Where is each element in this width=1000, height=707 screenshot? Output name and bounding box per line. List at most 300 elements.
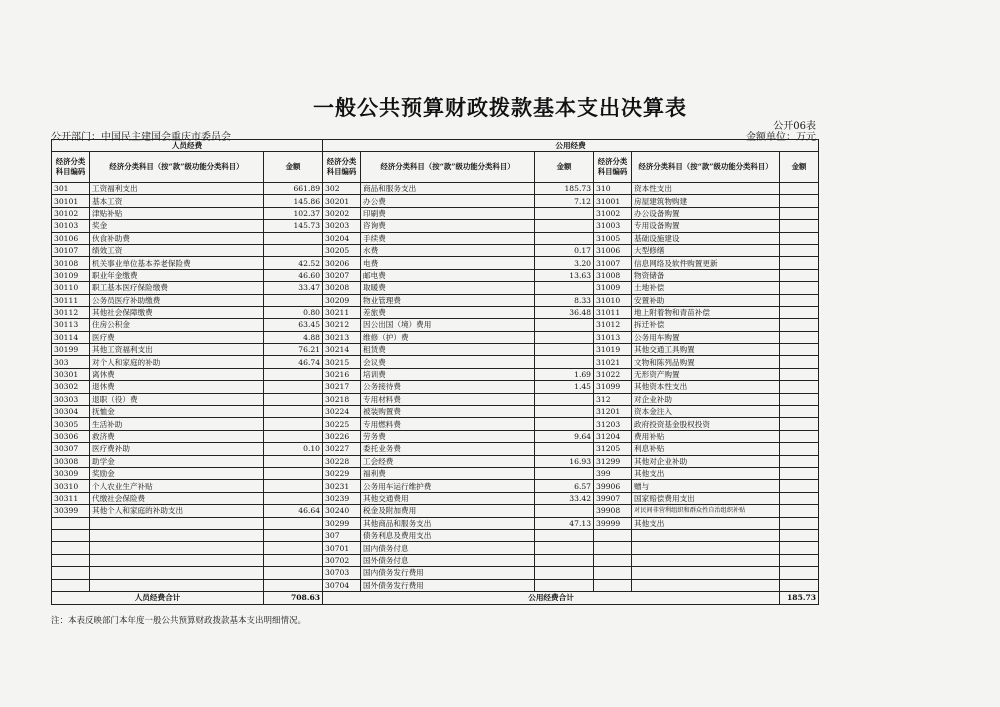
cell-amount	[780, 443, 819, 455]
cell-code: 39999	[594, 517, 632, 529]
cell-code: 30107	[52, 244, 90, 256]
cell-amount: 33.42	[535, 492, 594, 504]
cell-name: 生活补助	[90, 418, 264, 430]
cell-name: 地上附着物和青苗补偿	[632, 306, 780, 318]
table-row	[52, 492, 819, 504]
cell-code	[52, 542, 90, 554]
cell-code: 30101	[52, 195, 90, 207]
cell-name: 维修（护）费	[361, 331, 535, 343]
cell-amount	[264, 244, 323, 256]
cell-name	[90, 542, 264, 554]
cell-code: 30110	[52, 282, 90, 294]
cell-code: 30203	[323, 220, 361, 232]
cell-name: 其他交通费用	[361, 492, 535, 504]
cell-name: 抚恤金	[90, 406, 264, 418]
cell-amount	[780, 306, 819, 318]
cell-amount	[780, 529, 819, 541]
cell-amount: 16.93	[535, 455, 594, 467]
table-row	[52, 529, 819, 541]
cell-code: 310	[594, 183, 632, 195]
cell-name: 水费	[361, 244, 535, 256]
cell-amount	[780, 195, 819, 207]
table-row	[52, 480, 819, 492]
cell-name: 因公出国（境）费用	[361, 319, 535, 331]
cell-name	[90, 579, 264, 591]
cell-name: 退休费	[90, 381, 264, 393]
cell-name: 信息网络及软件购置更新	[632, 257, 780, 269]
cell-name: 专用燃料费	[361, 418, 535, 430]
cell-code	[52, 554, 90, 566]
cell-name: 印刷费	[361, 207, 535, 219]
cell-amount	[780, 393, 819, 405]
cell-name: 伙食补助费	[90, 232, 264, 244]
cell-name: 医疗费补助	[90, 443, 264, 455]
cell-amount: 102.37	[264, 207, 323, 219]
cell-code: 30217	[323, 381, 361, 393]
cell-code	[594, 554, 632, 566]
cell-name: 债务利息及费用支出	[361, 529, 535, 541]
cell-code: 30208	[323, 282, 361, 294]
table-row	[52, 467, 819, 479]
cell-name: 会议费	[361, 356, 535, 368]
table-row	[52, 554, 819, 566]
cell-name: 机关事业单位基本养老保险费	[90, 257, 264, 269]
cell-name: 公务员医疗补助缴费	[90, 294, 264, 306]
cell-amount	[264, 381, 323, 393]
cell-name: 其他社会保障缴费	[90, 306, 264, 318]
cell-amount	[780, 220, 819, 232]
cell-name: 国外债务发行费用	[361, 579, 535, 591]
cell-name: 助学金	[90, 455, 264, 467]
cell-name: 其他交通工具购置	[632, 344, 780, 356]
cell-name: 咨询费	[361, 220, 535, 232]
table-row	[52, 306, 819, 318]
cell-code: 30212	[323, 319, 361, 331]
table-row	[52, 356, 819, 368]
cell-code: 30227	[323, 443, 361, 455]
cell-code	[52, 517, 90, 529]
cell-code: 30304	[52, 406, 90, 418]
cell-amount: 145.86	[264, 195, 323, 207]
cell-amount: 6.57	[535, 480, 594, 492]
table-row	[52, 344, 819, 356]
cell-code: 31001	[594, 195, 632, 207]
cell-name: 职业年金缴费	[90, 269, 264, 281]
cell-name: 对企业补助	[632, 393, 780, 405]
cell-code: 302	[323, 183, 361, 195]
cell-name: 办公费	[361, 195, 535, 207]
cell-name: 公务用车购置	[632, 331, 780, 343]
cell-code: 30112	[52, 306, 90, 318]
cell-amount	[535, 529, 594, 541]
cell-code: 30199	[52, 344, 90, 356]
cell-name: 其他个人和家庭的补助支出	[90, 505, 264, 517]
cell-amount	[535, 418, 594, 430]
cell-amount	[780, 492, 819, 504]
cell-name: 无形资产购置	[632, 368, 780, 380]
cell-code: 39907	[594, 492, 632, 504]
cell-code: 30701	[323, 542, 361, 554]
cell-name	[90, 517, 264, 529]
cell-code: 30108	[52, 257, 90, 269]
cell-name: 利息补贴	[632, 443, 780, 455]
cell-code: 30229	[323, 467, 361, 479]
cell-amount	[535, 319, 594, 331]
cell-amount: 661.89	[264, 183, 323, 195]
cell-amount	[264, 554, 323, 566]
cell-code: 312	[594, 393, 632, 405]
cell-amount	[535, 567, 594, 579]
cell-amount: 76.21	[264, 344, 323, 356]
cell-code: 303	[52, 356, 90, 368]
cell-code: 30102	[52, 207, 90, 219]
cell-code	[594, 567, 632, 579]
cell-code	[594, 579, 632, 591]
cell-name: 工资福利支出	[90, 183, 264, 195]
cell-code: 30202	[323, 207, 361, 219]
cell-code: 30399	[52, 505, 90, 517]
cell-name: 工会经费	[361, 455, 535, 467]
cell-amount: 47.13	[535, 517, 594, 529]
cell-code: 30114	[52, 331, 90, 343]
cell-code: 31019	[594, 344, 632, 356]
cell-amount	[264, 418, 323, 430]
cell-code: 31299	[594, 455, 632, 467]
table-row	[52, 406, 819, 418]
cell-name: 津贴补贴	[90, 207, 264, 219]
group-header-public: 公用经费	[323, 140, 819, 152]
cell-amount	[535, 331, 594, 343]
cell-code: 30204	[323, 232, 361, 244]
cell-amount	[535, 393, 594, 405]
cell-name: 其他工资福利支出	[90, 344, 264, 356]
cell-amount	[264, 393, 323, 405]
cell-amount	[535, 220, 594, 232]
cell-amount	[780, 418, 819, 430]
cell-name	[632, 579, 780, 591]
cell-amount	[780, 480, 819, 492]
cell-code: 30224	[323, 406, 361, 418]
cell-name: 对个人和家庭的补助	[90, 356, 264, 368]
cell-amount	[264, 232, 323, 244]
cell-amount	[780, 257, 819, 269]
cell-amount: 145.73	[264, 220, 323, 232]
cell-code: 30214	[323, 344, 361, 356]
cell-code: 31205	[594, 443, 632, 455]
table-row	[52, 331, 819, 343]
cell-amount	[535, 232, 594, 244]
table-row	[52, 517, 819, 529]
table-row	[52, 368, 819, 380]
table-row	[52, 455, 819, 467]
cell-amount	[535, 207, 594, 219]
cell-amount: 0.80	[264, 306, 323, 318]
cell-code	[594, 542, 632, 554]
cell-code: 31021	[594, 356, 632, 368]
cell-name: 其他支出	[632, 517, 780, 529]
cell-name: 国内债务发行费用	[361, 567, 535, 579]
cell-name: 专用设备购置	[632, 220, 780, 232]
cell-amount	[535, 344, 594, 356]
table-row	[52, 220, 819, 232]
col-header-amount: 金额	[780, 152, 819, 183]
cell-amount	[264, 579, 323, 591]
cell-code: 31012	[594, 319, 632, 331]
cell-code: 30213	[323, 331, 361, 343]
cell-amount	[780, 567, 819, 579]
table-row	[52, 319, 819, 331]
table-row	[52, 195, 819, 207]
table-row	[52, 269, 819, 281]
personnel-total-label: 人员经费合计	[52, 591, 264, 604]
cell-code: 30310	[52, 480, 90, 492]
cell-amount	[264, 492, 323, 504]
cell-code: 30704	[323, 579, 361, 591]
cell-name: 资本性支出	[632, 183, 780, 195]
cell-name: 代缴社会保险费	[90, 492, 264, 504]
cell-code: 31003	[594, 220, 632, 232]
cell-amount	[264, 480, 323, 492]
cell-amount	[780, 183, 819, 195]
cell-name: 救济费	[90, 430, 264, 442]
table-row	[52, 232, 819, 244]
cell-amount	[264, 294, 323, 306]
cell-code: 30239	[323, 492, 361, 504]
cell-amount	[535, 443, 594, 455]
cell-amount	[780, 331, 819, 343]
cell-amount	[780, 244, 819, 256]
cell-amount: 46.74	[264, 356, 323, 368]
cell-amount: 0.17	[535, 244, 594, 256]
cell-code: 39906	[594, 480, 632, 492]
cell-code	[52, 579, 90, 591]
department-label: 公开部门：中国民主建国会重庆市委员会	[51, 132, 231, 143]
cell-code: 31006	[594, 244, 632, 256]
cell-code: 30106	[52, 232, 90, 244]
cell-amount	[535, 282, 594, 294]
cell-amount	[535, 579, 594, 591]
cell-name: 奖金	[90, 220, 264, 232]
cell-code: 399	[594, 467, 632, 479]
cell-code: 30303	[52, 393, 90, 405]
cell-code: 31005	[594, 232, 632, 244]
cell-code: 30302	[52, 381, 90, 393]
cell-amount	[780, 517, 819, 529]
cell-amount: 13.63	[535, 269, 594, 281]
cell-name: 医疗费	[90, 331, 264, 343]
cell-name: 大型修缮	[632, 244, 780, 256]
cell-code: 31010	[594, 294, 632, 306]
cell-amount: 42.52	[264, 257, 323, 269]
cell-name	[90, 567, 264, 579]
cell-amount	[780, 542, 819, 554]
cell-amount	[535, 542, 594, 554]
cell-name: 绩效工资	[90, 244, 264, 256]
cell-code: 31201	[594, 406, 632, 418]
cell-code: 30103	[52, 220, 90, 232]
cell-name: 商品和服务支出	[361, 183, 535, 195]
cell-amount: 185.73	[535, 183, 594, 195]
cell-name: 住房公积金	[90, 319, 264, 331]
cell-name: 国家赔偿费用支出	[632, 492, 780, 504]
cell-code: 31009	[594, 282, 632, 294]
cell-amount	[780, 455, 819, 467]
cell-code: 30215	[323, 356, 361, 368]
table-row	[52, 282, 819, 294]
col-header-name: 经济分类科目（按“款”级功能分类科目）	[632, 152, 780, 183]
cell-name: 资本金注入	[632, 406, 780, 418]
sheet-number: 公开06表	[773, 121, 816, 132]
cell-code: 39908	[594, 505, 632, 517]
cell-amount	[780, 269, 819, 281]
cell-amount	[264, 406, 323, 418]
cell-amount	[780, 207, 819, 219]
cell-name: 政府投资基金股权投资	[632, 418, 780, 430]
cell-name: 房屋建筑物购建	[632, 195, 780, 207]
cell-amount: 3.20	[535, 257, 594, 269]
footnote: 注：本表反映部门本年度一般公共预算财政拨款基本支出明细情况。	[51, 616, 307, 626]
cell-amount	[780, 356, 819, 368]
cell-name: 公务接待费	[361, 381, 535, 393]
page-title: 一般公共预算财政拨款基本支出决算表	[313, 95, 687, 120]
col-header-amount: 金额	[264, 152, 323, 183]
cell-code: 30311	[52, 492, 90, 504]
cell-amount: 46.60	[264, 269, 323, 281]
cell-name: 公务用车运行维护费	[361, 480, 535, 492]
cell-name: 电费	[361, 257, 535, 269]
cell-amount: 7.12	[535, 195, 594, 207]
cell-name	[90, 529, 264, 541]
cell-name: 个人农业生产补贴	[90, 480, 264, 492]
cell-name: 国外债务付息	[361, 554, 535, 566]
cell-name	[632, 542, 780, 554]
cell-name: 租赁费	[361, 344, 535, 356]
cell-code: 30113	[52, 319, 90, 331]
cell-amount: 0.10	[264, 443, 323, 455]
cell-name: 差旅费	[361, 306, 535, 318]
cell-code	[52, 529, 90, 541]
cell-name: 手续费	[361, 232, 535, 244]
cell-code: 30211	[323, 306, 361, 318]
cell-name: 福利费	[361, 467, 535, 479]
cell-code: 30307	[52, 443, 90, 455]
cell-code: 31002	[594, 207, 632, 219]
cell-name	[632, 554, 780, 566]
cell-amount: 1.45	[535, 381, 594, 393]
cell-amount	[780, 381, 819, 393]
cell-code: 31099	[594, 381, 632, 393]
cell-name: 其他支出	[632, 467, 780, 479]
cell-name: 邮电费	[361, 269, 535, 281]
cell-amount	[535, 467, 594, 479]
cell-name: 办公设备购置	[632, 207, 780, 219]
table-row	[52, 244, 819, 256]
cell-amount	[780, 406, 819, 418]
cell-name: 退职（役）费	[90, 393, 264, 405]
group-header-personnel: 人员经费	[52, 140, 323, 152]
cell-amount	[264, 529, 323, 541]
cell-amount	[264, 567, 323, 579]
cell-code: 31022	[594, 368, 632, 380]
cell-code: 30231	[323, 480, 361, 492]
table-row	[52, 505, 819, 517]
cell-code: 30225	[323, 418, 361, 430]
cell-code: 30228	[323, 455, 361, 467]
cell-amount	[535, 406, 594, 418]
cell-amount	[780, 294, 819, 306]
cell-name: 税金及附加费用	[361, 505, 535, 517]
cell-amount	[535, 505, 594, 517]
cell-name: 奖励金	[90, 467, 264, 479]
cell-code	[52, 567, 90, 579]
cell-name: 被装购置费	[361, 406, 535, 418]
cell-code: 30205	[323, 244, 361, 256]
cell-code: 30306	[52, 430, 90, 442]
table-row	[52, 207, 819, 219]
cell-code: 31008	[594, 269, 632, 281]
cell-code: 30109	[52, 269, 90, 281]
cell-amount: 1.69	[535, 368, 594, 380]
cell-name: 文物和陈列品购置	[632, 356, 780, 368]
table-row	[52, 430, 819, 442]
cell-code: 30301	[52, 368, 90, 380]
col-header-name: 经济分类科目（按“款”级功能分类科目）	[90, 152, 264, 183]
table-row	[52, 418, 819, 430]
cell-code: 31204	[594, 430, 632, 442]
cell-code: 30240	[323, 505, 361, 517]
table-row	[52, 257, 819, 269]
table-row	[52, 579, 819, 591]
cell-code: 30305	[52, 418, 90, 430]
col-header-amount: 金额	[535, 152, 594, 183]
cell-name: 对民间非营利组织和群众性自治组织补贴	[632, 505, 780, 517]
cell-name: 土地补偿	[632, 282, 780, 294]
cell-code: 31203	[594, 418, 632, 430]
cell-name: 安置补助	[632, 294, 780, 306]
table-row	[52, 393, 819, 405]
col-header-name: 经济分类科目（按“款”级功能分类科目）	[361, 152, 535, 183]
table-row	[52, 567, 819, 579]
cell-name	[632, 567, 780, 579]
cell-code: 30206	[323, 257, 361, 269]
cell-code: 30216	[323, 368, 361, 380]
cell-code: 30207	[323, 269, 361, 281]
cell-amount	[535, 356, 594, 368]
cell-code: 30309	[52, 467, 90, 479]
cell-amount	[264, 542, 323, 554]
cell-code: 30201	[323, 195, 361, 207]
table-row	[52, 381, 819, 393]
cell-name: 离休费	[90, 368, 264, 380]
cell-name: 基础设施建设	[632, 232, 780, 244]
cell-amount	[780, 282, 819, 294]
cell-amount	[264, 430, 323, 442]
cell-amount	[780, 368, 819, 380]
cell-name: 劳务费	[361, 430, 535, 442]
cell-name: 物资储备	[632, 269, 780, 281]
cell-code: 307	[323, 529, 361, 541]
cell-amount	[780, 554, 819, 566]
cell-amount	[264, 517, 323, 529]
amount-unit: 金额单位：万元	[746, 132, 816, 143]
table-row	[52, 542, 819, 554]
cell-amount	[780, 579, 819, 591]
cell-name	[90, 554, 264, 566]
cell-amount	[780, 344, 819, 356]
cell-name	[632, 529, 780, 541]
cell-name: 取暖费	[361, 282, 535, 294]
cell-amount: 33.47	[264, 282, 323, 294]
